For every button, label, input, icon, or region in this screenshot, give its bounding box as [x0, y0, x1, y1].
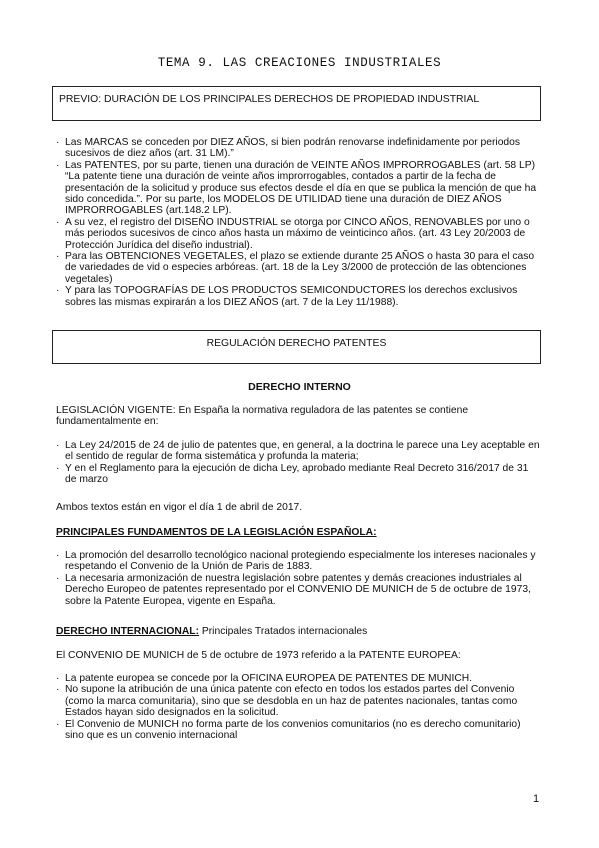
list-item: · La Ley 24/2015 de 24 de julio de patentes que, en general, a la doctrina le parece una Ley aceptable en el sentido de regular de forma sistemática y profunda la materia;	[56, 440, 542, 463]
fundamentos-heading: PRINCIPALES FUNDAMENTOS DE LA LEGISLACIÓN ESPAÑOLA:	[56, 527, 377, 538]
list-item: · La necesaria armonización de nuestra legislación sobre patentes y demás creaciones industriales al Derecho Europeo de patentes representado por el CONVENIO DE MUNICH de 5 de octubre de 1973, sobre la Patente Europea, vigente en España.	[56, 573, 542, 607]
derecho-interno-heading: DERECHO INTERNO	[248, 381, 351, 393]
regulacion-box	[52, 330, 541, 364]
regulacion-box-label: REGULACIÓN DERECHO PATENTES	[206, 338, 387, 349]
page-number: 1	[533, 793, 540, 805]
list-item: · Para las OBTENCIONES VEGETALES, el plazo se extiende durante 25 AÑOS o hasta 30 para el caso de variedades de vid o especies arbóreas. (art. 18 de la Ley 3/2000 de protección de las obtenciones vegetales)	[56, 251, 542, 285]
internacional-heading: DERECHO INTERNACIONAL:	[56, 626, 200, 637]
list-item: · A su vez, el registro del DISEÑO INDUSTRIAL se otorga por CINCO AÑOS, RENOVABLES por uno o más periodos sucesivos de cinco años hasta un máximo de veinticinco años. (art. 43 Ley 20/2003 de Protección Jurídica del diseño industrial).	[56, 217, 542, 251]
list-item: · Las PATENTES, por su parte, tienen una duración de VEINTE AÑOS IMPRORROGABLES (art. 58 LP) “La patente tiene una duración de veinte años improrrogables, contados a partir de la fecha de presentación de la solicitud y produce sus efectos desde el día en que se publica la mención de que ha sido concedida.”. Por su parte, los MODELOS DE UTILIDAD tiene una duración de DIEZ AÑOS IMPRORROGABLES (art.148.2 LP).	[56, 160, 542, 217]
fundamentos-list	[56, 550, 542, 607]
list-item: · Y para las TOPOGRAFÍAS DE LOS PRODUCTOS SEMICONDUCTORES los derechos exclusivos sobres las mismas expirarán a los DIEZ AÑOS (art. 7 de la Ley 11/1988).	[56, 285, 542, 308]
legislacion-list	[56, 440, 542, 486]
list-item: · La promoción del desarrollo tecnológico nacional protegiendo especialmente los intereses nacionales y respetando el Convenio de la Unión de Paris de 1883.	[56, 550, 542, 573]
page-title: TEMA 9. LAS CREACIONES INDUSTRIALES	[157, 56, 442, 70]
internacional-rest: Principales Tratados internacionales	[199, 626, 368, 637]
previo-box-label: PREVIO: DURACIÓN DE LOS PRINCIPALES DERECHOS DE PROPIEDAD INDUSTRIAL	[59, 94, 480, 105]
internacional-paragraph	[56, 626, 542, 637]
legislacion-text: LEGISLACIÓN VIGENTE: En España la normativa reguladora de las patentes se contiene fundamentalmente en:	[56, 405, 469, 428]
list-item: · El Convenio de MUNICH no forma parte de los convenios comunitarios (no es derecho comunitario) sino que es un convenio internacional	[56, 719, 542, 742]
list-item: · No supone la atribución de una única patente con efecto en todos los estados partes del Convenio (como la marca comunitaria), sino que se desdobla en un haz de patentes nacionales, tantas como Estados hayan sido designados en la solicitud.	[56, 684, 542, 718]
vigor-text: Ambos textos están en vigor el día 1 de abril de 2017.	[56, 502, 303, 513]
list-item: · La patente europea se concede por la OFICINA EUROPEA DE PATENTES DE MUNICH.	[56, 673, 542, 684]
list-item: · Y en el Reglamento para la ejecución de dicha Ley, aprobado mediante Real Decreto 316/2017 de 31 de marzo	[56, 463, 542, 486]
previo-list	[56, 137, 542, 308]
munich-list	[56, 673, 542, 741]
list-item: · Las MARCAS se conceden por DIEZ AÑOS, si bien podrán renovarse indefinidamente por periodos sucesivos de diez años (art. 31 LM).”	[56, 137, 542, 160]
munich-text: El CONVENIO DE MUNICH de 5 de octubre de 1973 referido a la PATENTE EUROPEA:	[56, 650, 461, 661]
previo-box	[52, 86, 541, 121]
